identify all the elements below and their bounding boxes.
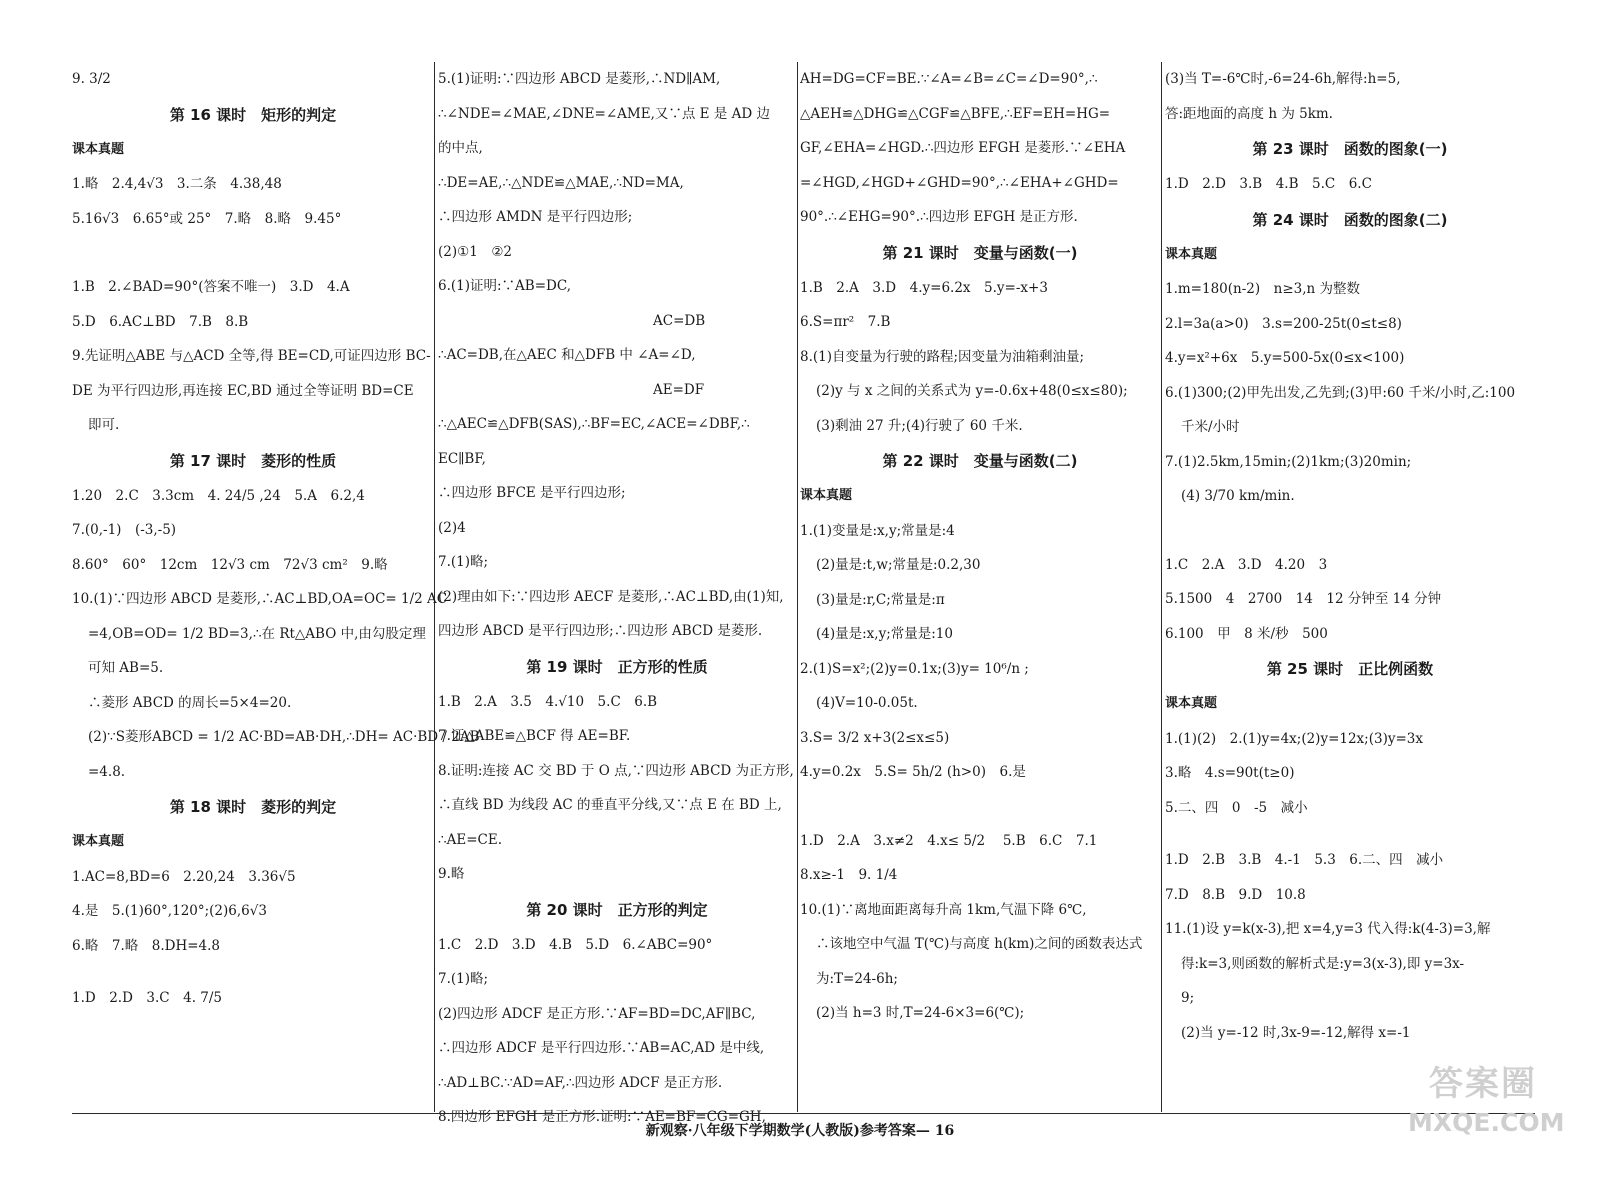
answer-line: 8.x≥-1 9. 1/4: [800, 867, 898, 883]
answer-line: (4)V=10-0.05t.: [816, 695, 918, 711]
column-4: [1165, 62, 1535, 1112]
answer-line: 5.1500 4 2700 14 12 分钟至 14 分钟: [1165, 591, 1442, 607]
answer-line: 4.y=x²+6x 5.y=500-5x(0≤x<100): [1165, 350, 1405, 366]
answer-line: 8.60° 60° 12cm 12√3 cm 72√3 cm² 9.略: [72, 556, 388, 573]
answer-line: ∴DE=AE,∴△NDE≌△MAE,∴ND=MA,: [438, 174, 684, 191]
answer-line: (2)①1 ②2: [438, 243, 513, 260]
answer-line: (2)当 y=-12 时,3x-9=-12,解得 x=-1: [1181, 1024, 1411, 1041]
answer-line: 1.20 2.C 3.3cm 4. 24/5 ,24 5.A 6.2,4: [72, 487, 365, 504]
answer-line: 9.先证明△ABE 与△ACD 全等,得 BE=CD,可证四边形 BC-: [72, 348, 431, 364]
answer-line: 7.(0,-1) (-3,-5): [72, 522, 177, 538]
column-divider: [1161, 62, 1162, 1112]
answer-line: △AEH≌△DHG≌△CGF≌△BFE,∴EF=EH=HG=: [800, 105, 1111, 122]
answer-line: 1.AC=8,BD=6 2.20,24 3.36√5: [72, 868, 296, 885]
answer-line: (2)量是:t,w;常量是:0.2,30: [816, 557, 981, 573]
lesson-heading-16: 第 16 课时 矩形的判定: [169, 105, 337, 124]
answer-line: 1.(1)变量是:x,y;常量是:4: [800, 522, 955, 539]
answer-line: 7.(1)略;: [438, 971, 489, 987]
answer-line: 即可.: [88, 417, 120, 433]
answer-line: 1.B 2.A 3.5 4.√10 5.C 6.B: [438, 693, 658, 710]
answer-line: 11.(1)设 y=k(x-3),把 x=4,y=3 代入得:k(4-3)=3,解: [1165, 921, 1491, 937]
answer-line: AC=DB: [653, 312, 706, 329]
watermark-url: MXQE.COM: [1408, 1108, 1565, 1137]
answer-line: =∠HGD,∠HGD+∠GHD=90°,∴∠EHA+∠GHD=: [800, 174, 1119, 191]
answer-line: 6.略 7.略 8.DH=4.8: [72, 937, 221, 954]
answer-line: EC∥BF,: [438, 450, 486, 467]
answer-line: GF,∠EHA=∠HGD.∴四边形 EFGH 是菱形.∵∠EHA: [800, 140, 1126, 156]
watermark-logo: [1408, 1062, 1565, 1154]
answer-line: 8.(1)自变量为行驶的路程;因变量为油箱剩油量;: [800, 348, 1085, 365]
answer-line: (2)∵S菱形ABCD = 1/2 AC·BD=AB·DH,∴DH= AC·BD / 2AB: [88, 729, 480, 745]
answer-line: 7.(1)略;: [438, 554, 489, 570]
answer-line: ∴该地空中气温 T(℃)与高度 h(km)之间的函数表达式: [816, 936, 1143, 952]
answer-line: (3)当 T=-6℃时,-6=24-6h,解得:h=5,: [1165, 71, 1401, 87]
answer-line: 8.四边形 EFGH 是正方形.证明:∵AE=BF=CG=GH,: [438, 1109, 766, 1125]
answer-line: ∴菱形 ABCD 的周长=5×4=20.: [88, 694, 292, 711]
section-label: 课本真题: [800, 488, 853, 503]
lesson-heading-25: 第 25 课时 正比例函数: [1266, 660, 1434, 678]
answer-line: ∴AC=DB,在△AEC 和△DFB 中 ∠A=∠D,: [438, 347, 696, 363]
answer-line: 1.C 2.D 3.D 4.B 5.D 6.∠ABC=90°: [438, 936, 713, 953]
answer-line: 1.D 2.D 3.C 4. 7/5: [72, 990, 223, 1006]
answer-line: 10.(1)∵四边形 ABCD 是菱形,∴AC⊥BD,OA=OC= 1/2 AC: [72, 591, 448, 607]
section-label: 课本真题: [1165, 696, 1218, 711]
answer-line: 的中点,: [438, 140, 483, 156]
answer-line: (3)剩油 27 升;(4)行驶了 60 千米.: [816, 417, 1023, 434]
lesson-heading-20: 第 20 课时 正方形的判定: [526, 900, 708, 919]
answer-line: 2.l=3a(a>0) 3.s=200-25t(0≤t≤8): [1165, 315, 1402, 332]
answer-line: 9.略: [438, 866, 465, 882]
answer-line: (2)y 与 x 之间的关系式为 y=-0.6x+48(0≤x≤80);: [816, 383, 1128, 399]
answer-line: 3.S= 3/2 x+3(2≤x≤5): [800, 729, 950, 746]
answer-line: AH=DG=CF=BE.∵∠A=∠B=∠C=∠D=90°,∴: [800, 71, 1098, 87]
lesson-heading-22: 第 22 课时 变量与函数(二): [882, 452, 1078, 470]
answer-line: (2)当 h=3 时,T=24-6×3=6(℃);: [816, 1005, 1025, 1021]
answer-line: 5.二、四 0 -5 减小: [1165, 799, 1308, 816]
answer-line: 1.D 2.B 3.B 4.-1 5.3 6.二、四 减小: [1165, 852, 1444, 868]
answer-line: 四边形 ABCD 是平行四边形;∴四边形 ABCD 是菱形.: [438, 623, 763, 639]
answer-line: 1.m=180(n-2) n≥3,n 为整数: [1165, 281, 1361, 297]
answer-line: 10.(1)∵离地面距离每升高 1km,气温下降 6℃,: [800, 901, 1087, 918]
answer-line: ∴∠NDE=∠MAE,∠DNE=∠AME,又∵点 E 是 AD 边: [438, 105, 770, 122]
answer-line: 1.C 2.A 3.D 4.20 3: [1165, 556, 1328, 573]
section-label: 课本真题: [1165, 246, 1218, 262]
answer-line: 7.D 8.B 9.D 10.8: [1165, 886, 1306, 903]
section-label: 课本真题: [72, 834, 125, 849]
answer-line: ∴△AEC≌△DFB(SAS),∴BF=EC,∠ACE=∠DBF,∴: [438, 416, 750, 432]
answer-line: =4,OB=OD= 1/2 BD=3,∴在 Rt△ABO 中,由勾股定理: [88, 625, 426, 642]
answer-line: 9;: [1181, 990, 1195, 1006]
answer-line: (2)4: [438, 519, 466, 536]
answer-line: ∴四边形 AMDN 是平行四边形;: [438, 209, 633, 225]
answer-line: 7.证△ABE≌△BCF 得 AE=BF.: [438, 728, 631, 744]
answer-line: (3)量是:r,C;常量是:π: [816, 591, 945, 608]
answer-line: 4.是 5.(1)60°,120°;(2)6,6√3: [72, 903, 267, 919]
answer-line: 3.略 4.s=90t(t≥0): [1165, 765, 1295, 781]
answer-line: ∴AE=CE.: [438, 831, 502, 848]
answer-line: 1.B 2.∠BAD=90°(答案不唯一) 3.D 4.A: [72, 279, 350, 295]
column-divider: [434, 62, 435, 1112]
answer-line: 6.S=πr² 7.B: [800, 314, 891, 330]
answer-line: 7.(1)2.5km,15min;(2)1km;(3)20min;: [1165, 453, 1412, 470]
page-footer: 新观察·八年级下学期数学(人教版)参考答案— 16: [645, 1123, 955, 1139]
answer-line: DE 为平行四边形,再连接 EC,BD 通过全等证明 BD=CE: [72, 382, 414, 399]
answer-line: 1.(1)(2) 2.(1)y=4x;(2)y=12x;(3)y=3x: [1165, 730, 1423, 747]
answer-line: AE=DF: [653, 381, 705, 398]
answer-line: (4) 3/70 km/min.: [1181, 488, 1295, 504]
lesson-heading-17: 第 17 课时 菱形的性质: [169, 451, 337, 470]
answer-line: 5.16√3 6.65°或 25° 7.略 8.略 9.45°: [72, 210, 342, 227]
answer-line: 答:距地面的高度 h 为 5km.: [1165, 105, 1333, 122]
watermark-text: 答案圈: [1429, 1064, 1537, 1104]
answer-line: (2)理由如下:∵四边形 AECF 是菱形,∴AC⊥BD,由(1)知,: [438, 588, 784, 605]
section-label: 课本真题: [72, 141, 125, 157]
answer-line: 6.(1)300;(2)甲先出发,乙先到;(3)甲:60 千米/小时,乙:100: [1165, 384, 1516, 401]
lesson-heading-21: 第 21 课时 变量与函数(一): [882, 243, 1078, 262]
answer-line: 8.证明:连接 AC 交 BD 于 O 点,∵四边形 ABCD 为正方形,: [438, 762, 794, 779]
answer-line: 1.B 2.A 3.D 4.y=6.2x 5.y=-x+3: [800, 279, 1048, 296]
answer-line: 千米/小时: [1181, 419, 1240, 435]
column-divider: [797, 62, 798, 1112]
answer-line: 9. 3/2: [72, 71, 111, 87]
column-2: [438, 62, 796, 1125]
answer-line: ∴AD⊥BC.∵AD=AF,∴四边形 ADCF 是正方形.: [438, 1074, 723, 1091]
lesson-heading-18: 第 18 课时 菱形的判定: [169, 798, 337, 816]
answer-line: 1.略 2.4,4√3 3.二条 4.38,48: [72, 176, 282, 192]
answer-line: (2)四边形 ADCF 是正方形.∵AF=BD=DC,AF∥BC,: [438, 1005, 756, 1022]
answer-line: 6.(1)证明:∵AB=DC,: [438, 278, 571, 294]
answer-line: 为:T=24-6h;: [816, 970, 898, 987]
answer-line: (4)量是:x,y;常量是:10: [816, 626, 953, 642]
lesson-heading-23: 第 23 课时 函数的图象(一): [1252, 140, 1448, 158]
answer-line: ∴直线 BD 为线段 AC 的垂直平分线,又∵点 E 在 BD 上,: [438, 797, 782, 813]
lesson-heading-19: 第 19 课时 正方形的性质: [526, 657, 708, 676]
answer-line: 1.D 2.A 3.x≠2 4.x≤ 5/2 5.B 6.C 7.1: [800, 832, 1098, 849]
answer-line: 5.(1)证明:∵四边形 ABCD 是菱形,∴ND∥AM,: [438, 71, 721, 87]
answer-line: =4.8.: [88, 763, 126, 780]
answer-line: 5.D 6.AC⊥BD 7.B 8.B: [72, 313, 249, 330]
answer-line: 6.100 甲 8 米/秒 500: [1165, 625, 1328, 642]
column-3: [800, 62, 1160, 1112]
answer-line: 90°.∴∠EHG=90°.∴四边形 EFGH 是正方形.: [800, 209, 1078, 225]
answer-line: 得:k=3,则函数的解析式是:y=3(x-3),即 y=3x-: [1181, 955, 1465, 972]
footer-divider: [72, 1113, 1535, 1114]
answer-line: 4.y=0.2x 5.S= 5h/2 (h>0) 6.是: [800, 764, 1026, 780]
answer-line: ∴四边形 BFCE 是平行四边形;: [438, 485, 626, 501]
lesson-heading-24: 第 24 课时 函数的图象(二): [1252, 210, 1448, 229]
answer-line: ∴四边形 ADCF 是平行四边形.∵AB=AC,AD 是中线,: [438, 1040, 765, 1056]
answer-line: 可知 AB=5.: [88, 660, 164, 676]
answer-line: 1.D 2.D 3.B 4.B 5.C 6.C: [1165, 176, 1372, 192]
answer-line: 2.(1)S=x²;(2)y=0.1x;(3)y= 10⁶/n ;: [800, 660, 1029, 677]
